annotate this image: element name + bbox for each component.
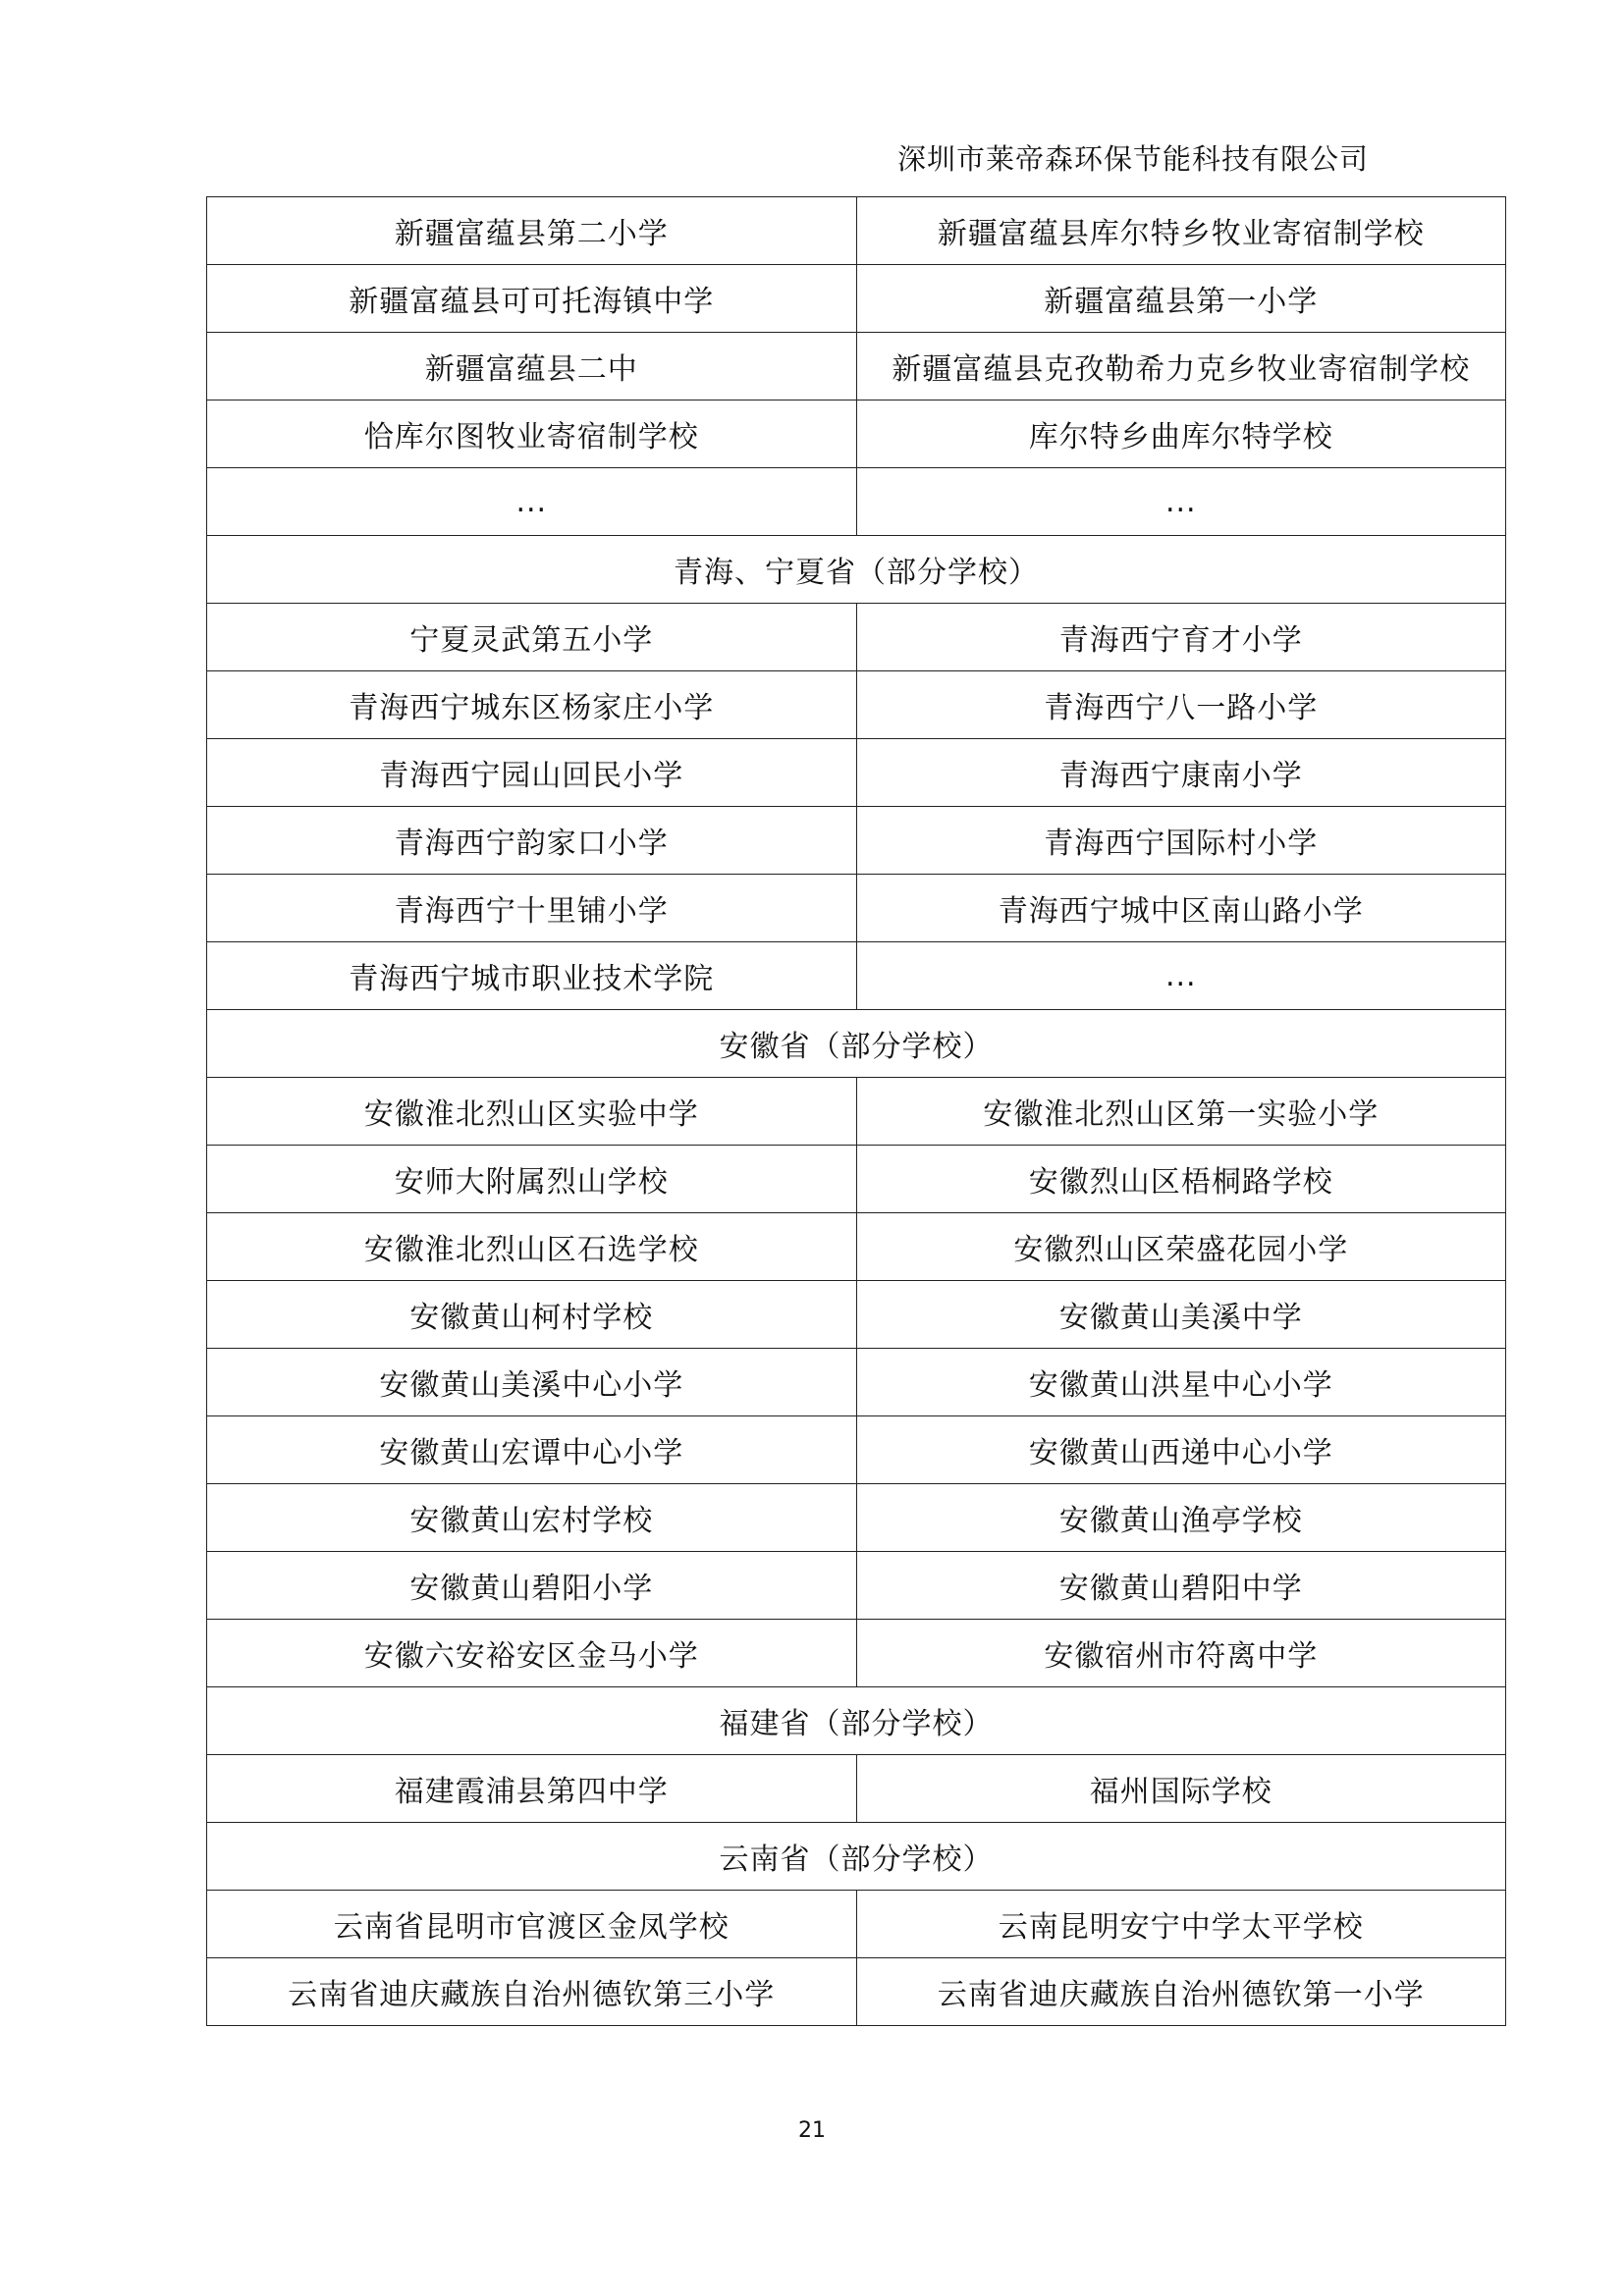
- school-name-cell-left: 青海西宁韵家口小学: [207, 807, 857, 875]
- school-name-cell-left: 云南省昆明市官渡区金凤学校: [207, 1891, 857, 1958]
- school-name-cell-right: 安徽黄山碧阳中学: [856, 1552, 1506, 1620]
- school-name-cell-right: 云南省迪庆藏族自治州德钦第一小学: [856, 1958, 1506, 2026]
- school-name-cell-right: 安徽宿州市符离中学: [856, 1620, 1506, 1687]
- school-name-cell-right: 库尔特乡曲库尔特学校: [856, 400, 1506, 468]
- table-row: [207, 1281, 1506, 1349]
- school-name-cell-left: 云南省迪庆藏族自治州德钦第三小学: [207, 1958, 857, 2026]
- school-name-cell-left: 新疆富蕴县二中: [207, 333, 857, 400]
- school-name-cell-right: ...: [856, 942, 1506, 1010]
- table-row: [207, 739, 1506, 807]
- section-header-cell: 福建省（部分学校）: [207, 1687, 1506, 1755]
- section-header-row: [207, 536, 1506, 604]
- school-name-cell-right: 安徽烈山区梧桐路学校: [856, 1146, 1506, 1213]
- school-name-cell-left: 宁夏灵武第五小学: [207, 604, 857, 671]
- school-name-cell-left: 恰库尔图牧业寄宿制学校: [207, 400, 857, 468]
- school-name-cell-right: 安徽烈山区荣盛花园小学: [856, 1213, 1506, 1281]
- school-name-cell-right: 福州国际学校: [856, 1755, 1506, 1823]
- school-name-cell-left: 青海西宁十里铺小学: [207, 875, 857, 942]
- section-header-row: [207, 1010, 1506, 1078]
- school-name-cell-right: 新疆富蕴县克孜勒希力克乡牧业寄宿制学校: [856, 333, 1506, 400]
- section-header-cell: 青海、宁夏省（部分学校）: [207, 536, 1506, 604]
- table-row: [207, 1416, 1506, 1484]
- school-name-cell-right: 青海西宁康南小学: [856, 739, 1506, 807]
- table-row: [207, 604, 1506, 671]
- school-name-cell-right: 安徽淮北烈山区第一实验小学: [856, 1078, 1506, 1146]
- school-name-cell-left: 安徽淮北烈山区实验中学: [207, 1078, 857, 1146]
- table-row: [207, 400, 1506, 468]
- table-row: [207, 1146, 1506, 1213]
- section-header-cell: 安徽省（部分学校）: [207, 1010, 1506, 1078]
- school-name-cell-right: 新疆富蕴县第一小学: [856, 265, 1506, 333]
- school-name-cell-left: 安徽黄山美溪中心小学: [207, 1349, 857, 1416]
- table-row: [207, 1958, 1506, 2026]
- table-row: [207, 1891, 1506, 1958]
- school-name-cell-left: 新疆富蕴县可可托海镇中学: [207, 265, 857, 333]
- school-name-cell-left: 安徽黄山宏村学校: [207, 1484, 857, 1552]
- school-name-cell-left: 安徽淮北烈山区石选学校: [207, 1213, 857, 1281]
- school-name-cell-right: 青海西宁城中区南山路小学: [856, 875, 1506, 942]
- school-name-cell-right: 青海西宁育才小学: [856, 604, 1506, 671]
- school-name-cell-left: 安徽黄山宏谭中心小学: [207, 1416, 857, 1484]
- school-name-cell-left: 安师大附属烈山学校: [207, 1146, 857, 1213]
- table-row: [207, 333, 1506, 400]
- header-company-name: 深圳市莱帝森环保节能科技有限公司: [896, 142, 1369, 176]
- section-header-row: [207, 1823, 1506, 1891]
- table-row: [207, 671, 1506, 739]
- school-name-cell-left: 青海西宁城市职业技术学院: [207, 942, 857, 1010]
- school-name-cell-right: 安徽黄山西递中心小学: [856, 1416, 1506, 1484]
- section-header-row: [207, 1687, 1506, 1755]
- table-row: [207, 942, 1506, 1010]
- school-name-cell-left: 福建霞浦县第四中学: [207, 1755, 857, 1823]
- school-name-cell-left: 安徽六安裕安区金马小学: [207, 1620, 857, 1687]
- school-name-cell-left: 安徽黄山柯村学校: [207, 1281, 857, 1349]
- school-name-cell-right: 青海西宁八一路小学: [856, 671, 1506, 739]
- table-row: [207, 807, 1506, 875]
- table-row: [207, 265, 1506, 333]
- table-row: [207, 1213, 1506, 1281]
- school-name-cell-left: 安徽黄山碧阳小学: [207, 1552, 857, 1620]
- school-name-cell-right: 安徽黄山渔亭学校: [856, 1484, 1506, 1552]
- school-list-body: [207, 197, 1506, 2026]
- table-row: [207, 1484, 1506, 1552]
- school-name-cell-left: 青海西宁园山回民小学: [207, 739, 857, 807]
- table-row: [207, 1620, 1506, 1687]
- table-row: [207, 1755, 1506, 1823]
- school-name-cell-right: 青海西宁国际村小学: [856, 807, 1506, 875]
- table-row: [207, 1349, 1506, 1416]
- school-name-cell-right: ...: [856, 468, 1506, 536]
- school-name-cell-left: 青海西宁城东区杨家庄小学: [207, 671, 857, 739]
- school-name-cell-right: 新疆富蕴县库尔特乡牧业寄宿制学校: [856, 197, 1506, 265]
- table-row: [207, 468, 1506, 536]
- school-name-cell-left: ...: [207, 468, 857, 536]
- school-name-cell-right: 安徽黄山美溪中学: [856, 1281, 1506, 1349]
- table-row: [207, 197, 1506, 265]
- school-name-cell-left: 新疆富蕴县第二小学: [207, 197, 857, 265]
- school-list-table: [206, 196, 1506, 2026]
- table-row: [207, 1552, 1506, 1620]
- school-name-cell-right: 安徽黄山洪星中心小学: [856, 1349, 1506, 1416]
- table-row: [207, 1078, 1506, 1146]
- section-header-cell: 云南省（部分学校）: [207, 1823, 1506, 1891]
- page-number: 21: [798, 2118, 826, 2143]
- table-row: [207, 875, 1506, 942]
- school-name-cell-right: 云南昆明安宁中学太平学校: [856, 1891, 1506, 1958]
